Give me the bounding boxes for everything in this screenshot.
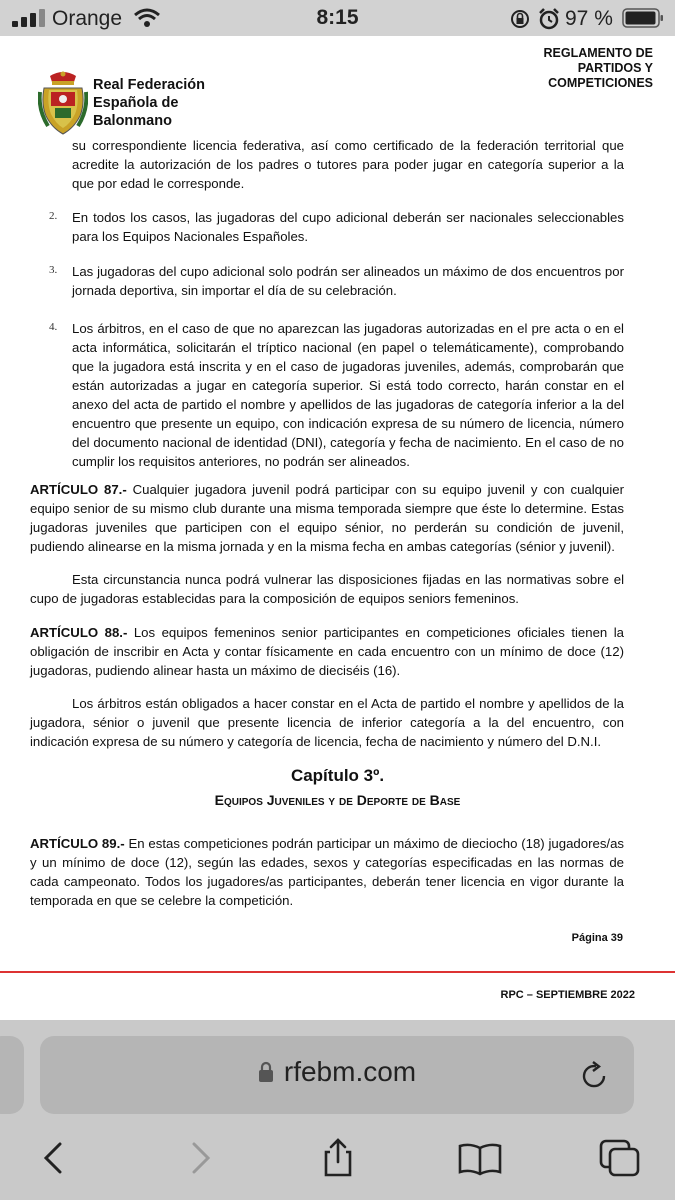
reload-icon[interactable] (578, 1060, 610, 1092)
article-89 (30, 834, 624, 910)
org-line-1: Real Federación (93, 77, 206, 93)
battery-percentage: 97 % (565, 7, 613, 30)
article-87-label: ARTÍCULO 87.- (30, 482, 127, 497)
item-number: 4. (49, 321, 58, 333)
pdf-document-page[interactable] (0, 36, 675, 1020)
orientation-lock-icon (509, 8, 531, 30)
url-text: rfebm.com (283, 1056, 417, 1087)
tabs-icon[interactable] (598, 1138, 642, 1178)
forward-icon[interactable] (178, 1138, 218, 1178)
article-87 (30, 480, 624, 556)
footer-rule (0, 971, 675, 973)
rfebm-crest-logo (38, 70, 88, 138)
document-footer: RPC – SEPTIEMBRE 2022 (500, 989, 635, 1001)
list-item-2: En todos los casos, las jugadoras del cupo adicional deberán ser nacionales seleccionables para los Equipos Nacionales Españoles. (72, 210, 624, 244)
header-line-2: PARTIDOS Y (577, 61, 653, 75)
browser-toolbar (0, 1020, 675, 1200)
article-87-paragraph-2: Esta circunstancia nunca podrá vulnerar las disposiciones fijadas en las normativas sobre el cupo de jugadoras establecidas para la composición de equipos seniors femeninos. (30, 572, 624, 606)
item-number: 3. (49, 264, 58, 276)
org-line-3: Balonmano (93, 113, 172, 129)
lock-icon (258, 1061, 274, 1083)
article-87-text: Cualquier jugadora juvenil podrá participar con su equipo juvenil y con cualquier equipo senior de su mismo club durante una misma temporada siempre que éste lo determine. Estas jugadoras juveniles que participen con el equipo sénior, no perderán su condición de juvenil, pudiendo alinearse en la misma jornada y en la misma fecha en ambas categorías (sénior y juvenil). (30, 482, 624, 554)
clock-time: 8:15 (316, 6, 359, 29)
address-bar-url (40, 1056, 634, 1088)
carrier-name: Orange (52, 7, 123, 30)
organization-name (93, 76, 205, 130)
bookmarks-icon[interactable] (456, 1138, 504, 1178)
header-line-1: REGLAMENTO DE (543, 46, 653, 60)
org-line-2: Española de (93, 95, 179, 111)
article-89-text: En estas competiciones podrán participar un máximo de dieciocho (18) jugadores/as y un mínimo de doce (12), según las edades, sexos y categorías especificadas en las normas de cada campeonato. Todos los jugadores/as participantes, deberán tener licencia en vigor durante la temporada en que se celebre la competición. (30, 836, 625, 908)
back-icon[interactable] (36, 1138, 76, 1178)
article-88-label: ARTÍCULO 88.- (30, 625, 128, 640)
share-icon[interactable] (318, 1138, 358, 1178)
chapter-subtitle: Equipos Juveniles y de Deporte de Base (214, 792, 461, 808)
page-number: Página 39 (571, 932, 623, 944)
header-line-3: COMPETICIONES (548, 76, 653, 90)
item-number: 2. (49, 210, 58, 222)
address-bar[interactable] (40, 1036, 634, 1114)
list-item-4: Los árbitros, en el caso de que no aparezcan las jugadoras autorizadas en el pre acta o en el acta informática, solicitarán el tríptico nacional (en papel o telemáticamente), comprobando que la jugadora está inscrita y en el caso de jugadoras juveniles, además, comprobarán que están autorizadas a jugar en categoría superior. Si está todo correcto, harán constar en el anexo del acta de partido el nombre y apellidos de las jugadoras de categoría inferior a la del encuentro que presente un equipo, con indicación expresa de su número de licencia, número del documento nacional de identidad (DNI), categoría y fecha de nacimiento. En el caso de no cumplir los requisitos anteriores, no podrán ser alineados. (72, 321, 624, 469)
article-89-label: ARTÍCULO 89.- (30, 836, 125, 851)
document-header-title (453, 46, 653, 91)
previous-tab-preview[interactable] (0, 1036, 24, 1114)
battery-icon (622, 8, 664, 28)
status-bar (0, 0, 675, 36)
article-88-text: Los equipos femeninos senior participantes en competiciones oficiales tienen la obligación de inscribir en Acta y contar físicamente en cada encuentro con un mínimo de doce (12) jugadoras, pudiendo alinear hasta un máximo de dieciséis (16). (30, 625, 625, 678)
list-item-3: Las jugadoras del cupo adicional solo podrán ser alineados un máximo de dos encuentros por jornada deportiva, sin importar el día de su celebración. (72, 264, 624, 298)
alarm-icon (537, 7, 561, 31)
article-88-paragraph-2: Los árbitros están obligados a hacer constar en el Acta de partido el nombre y apellidos de la jugadora, sénior o juvenil que presente licencia de inferior categoría a la del encuentro, con indicación expresa de su número y categoría de licencia, fecha de nacimiento y número del D.N.I. (30, 696, 624, 749)
article-88 (30, 623, 624, 680)
paragraph-intro: su correspondiente licencia federativa, así como certificado de la federación territorial que acredite la autorización de los padres o tutores para poder jugar en categoría superior a la que por edad le corresponde. (72, 138, 624, 191)
chapter-title: Capítulo 3º. (290, 766, 385, 785)
